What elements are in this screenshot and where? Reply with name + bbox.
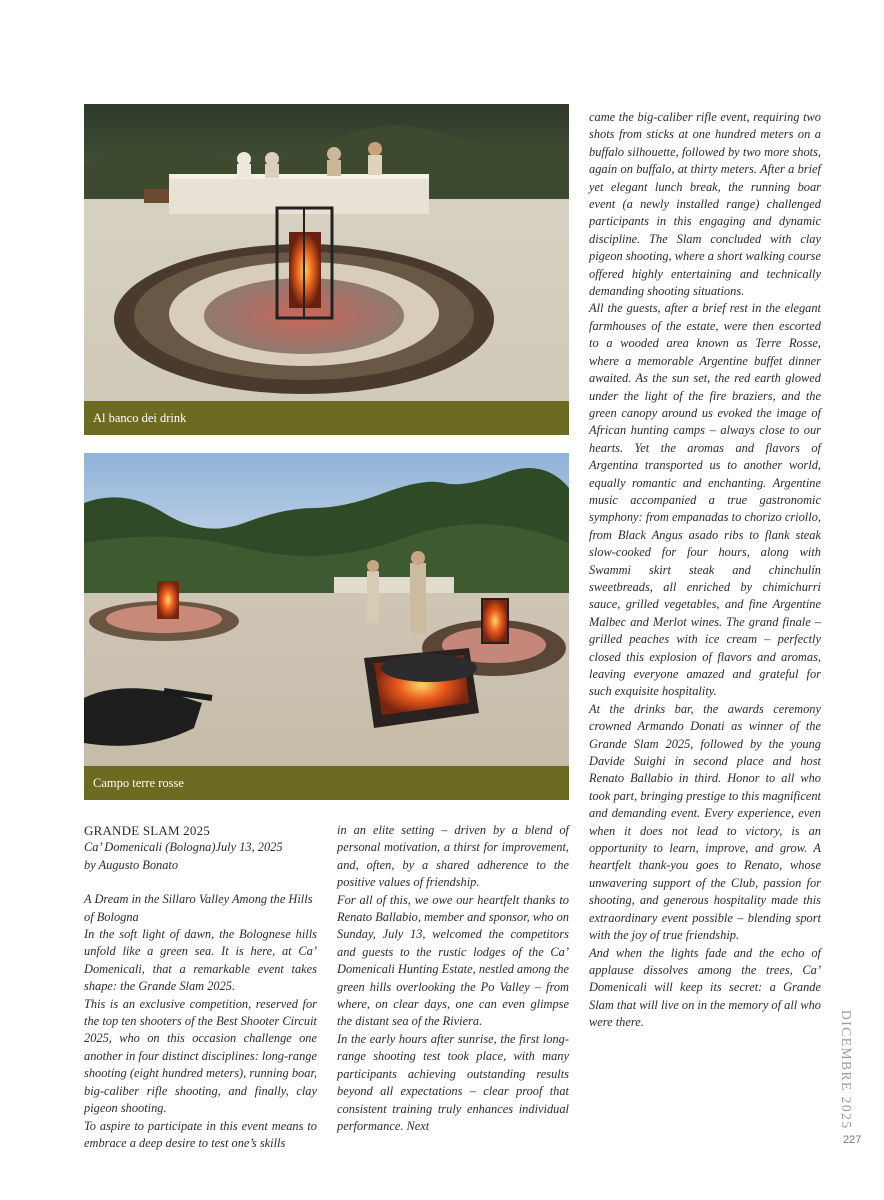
article-column-3 [589,109,821,1032]
terre-rosse-image [84,453,569,800]
article-column-2 [337,822,569,1135]
photo-caption: Campo terre rosse [84,766,569,800]
paragraph: At the drinks bar, the awards ceremony crowned Armando Donati as winner of the Grande Slam 2025, followed by the young Davide Suighi in second place and host Renato Ballabio in third. Honor to all who took part, bringing prestige to this magnificent and demanding event. Every experience, even when it does not lead to victory, is an opportunity to learn, improve, and grow. A heartfelt thank-you goes to Renato, whose unwavering support of the Club, passion for shooting, and generous hospitality made this extraordinary event possible – blending sport with the joy of true friendship. [589,701,821,943]
photo-drinks-bar [84,104,569,435]
drinks-bar-image [84,104,569,435]
paragraph: In the soft light of dawn, the Bolognese hills unfold like a green sea. It is here, at Ca’ Domenicali, that a remarkable event takes shape: the Grande Slam 2025. [84,927,317,994]
article-column-1 [84,822,317,1152]
photo-caption: Al banco dei drink [84,401,569,435]
article-title: GRANDE SLAM 2025 [84,823,210,838]
article-location-date: Ca’ Domenicali (Bologna)July 13, 2025 [84,840,283,855]
issue-label: DICEMBRE 2025 [839,1010,854,1130]
paragraph: In the early hours after sunrise, the first long-range shooting test took place, with many participants achieving outstanding results beyond all expectations – clear proof that consistent training truly enhances individual performance. Next [337,1031,569,1133]
paragraph: All the guests, after a brief rest in the elegant farmhouses of the estate, were then escorted to a wooded area known as Terre Rosse, where a memorable Argentine buffet dinner awaited. As the sun set, the red earth glowed under the light of the fire braziers, and the green canopy around us evoked the image of African hunting camps – always close to our hearts. Yet the aromas and flavors of Argentina transported us to another world, equally romantic and enchanting. Argentine music accompanied a true gastronomic symphony: from empanadas to chorizo criollo, from Black Angus asado ribs to flank steak slow-cooked for four hours, along with Swammi skirt steak and chinchulín sweetbreads, all enriched by chimichurri sauce, grilled vegetables, and fine Argentine Malbec and Merlot wines. The grand finale – grilled peaches with ice cream – perfectly closed this explosion of flavors and aromas, leaving everyone amazed and grateful for such exquisite hospitality. [589,301,821,699]
paragraph: This is an exclusive competition, reserved for the top ten shooters of the Best Shooter Circuit 2025, who on this occasion challenge one another in four distinct disciplines: long-range shooting (eight hundred meters), running boar, big-caliber rifle shooting, and finally, clay pigeon shooting. [84,996,317,1116]
article-byline: by Augusto Bonato [84,857,179,872]
article-subtitle: A Dream in the Sillaro Valley Among the Hills of Bologna [84,892,313,924]
paragraph: And when the lights fade and the echo of applause dissolves among the trees, Ca’ Domenicali will keep its secret: a Grande Slam that will live on in the memory of all who were there. [589,945,821,1030]
paragraph: came the big-caliber rifle event, requiring two shots from sticks at one hundred meters on a buffalo silhouette, followed by two more shots, again on buffalo, at thirty meters. After a brief yet elegant lunch break, the running boar event (a newly installed range) challenged participants in this engaging and dynamic discipline. The Slam concluded with clay pigeon shooting, where a short walking course offered highly entertaining and technically demanding shooting situations. [589,110,821,299]
paragraph: For all of this, we owe our heartfelt thanks to Renato Ballabio, member and sponsor, who on Sunday, July 13, welcomed the competitors and guests to the rustic lodges of the Ca’ Domenicali Hunting Estate, nestled among the green hills overlooking the Po Valley – from where, on clear days, one can even glimpse the distant sea of the Riviera. [337,892,569,1029]
paragraph: in an elite setting – driven by a blend of personal motivation, a thirst for improvement, and, often, by a shared adherence to the positive values of friendship. [337,823,569,890]
page-number: 227 [843,1134,862,1146]
photo-terre-rosse [84,453,569,800]
paragraph: To aspire to participate in this event means to embrace a deep desire to test one’s skills [84,1118,317,1150]
